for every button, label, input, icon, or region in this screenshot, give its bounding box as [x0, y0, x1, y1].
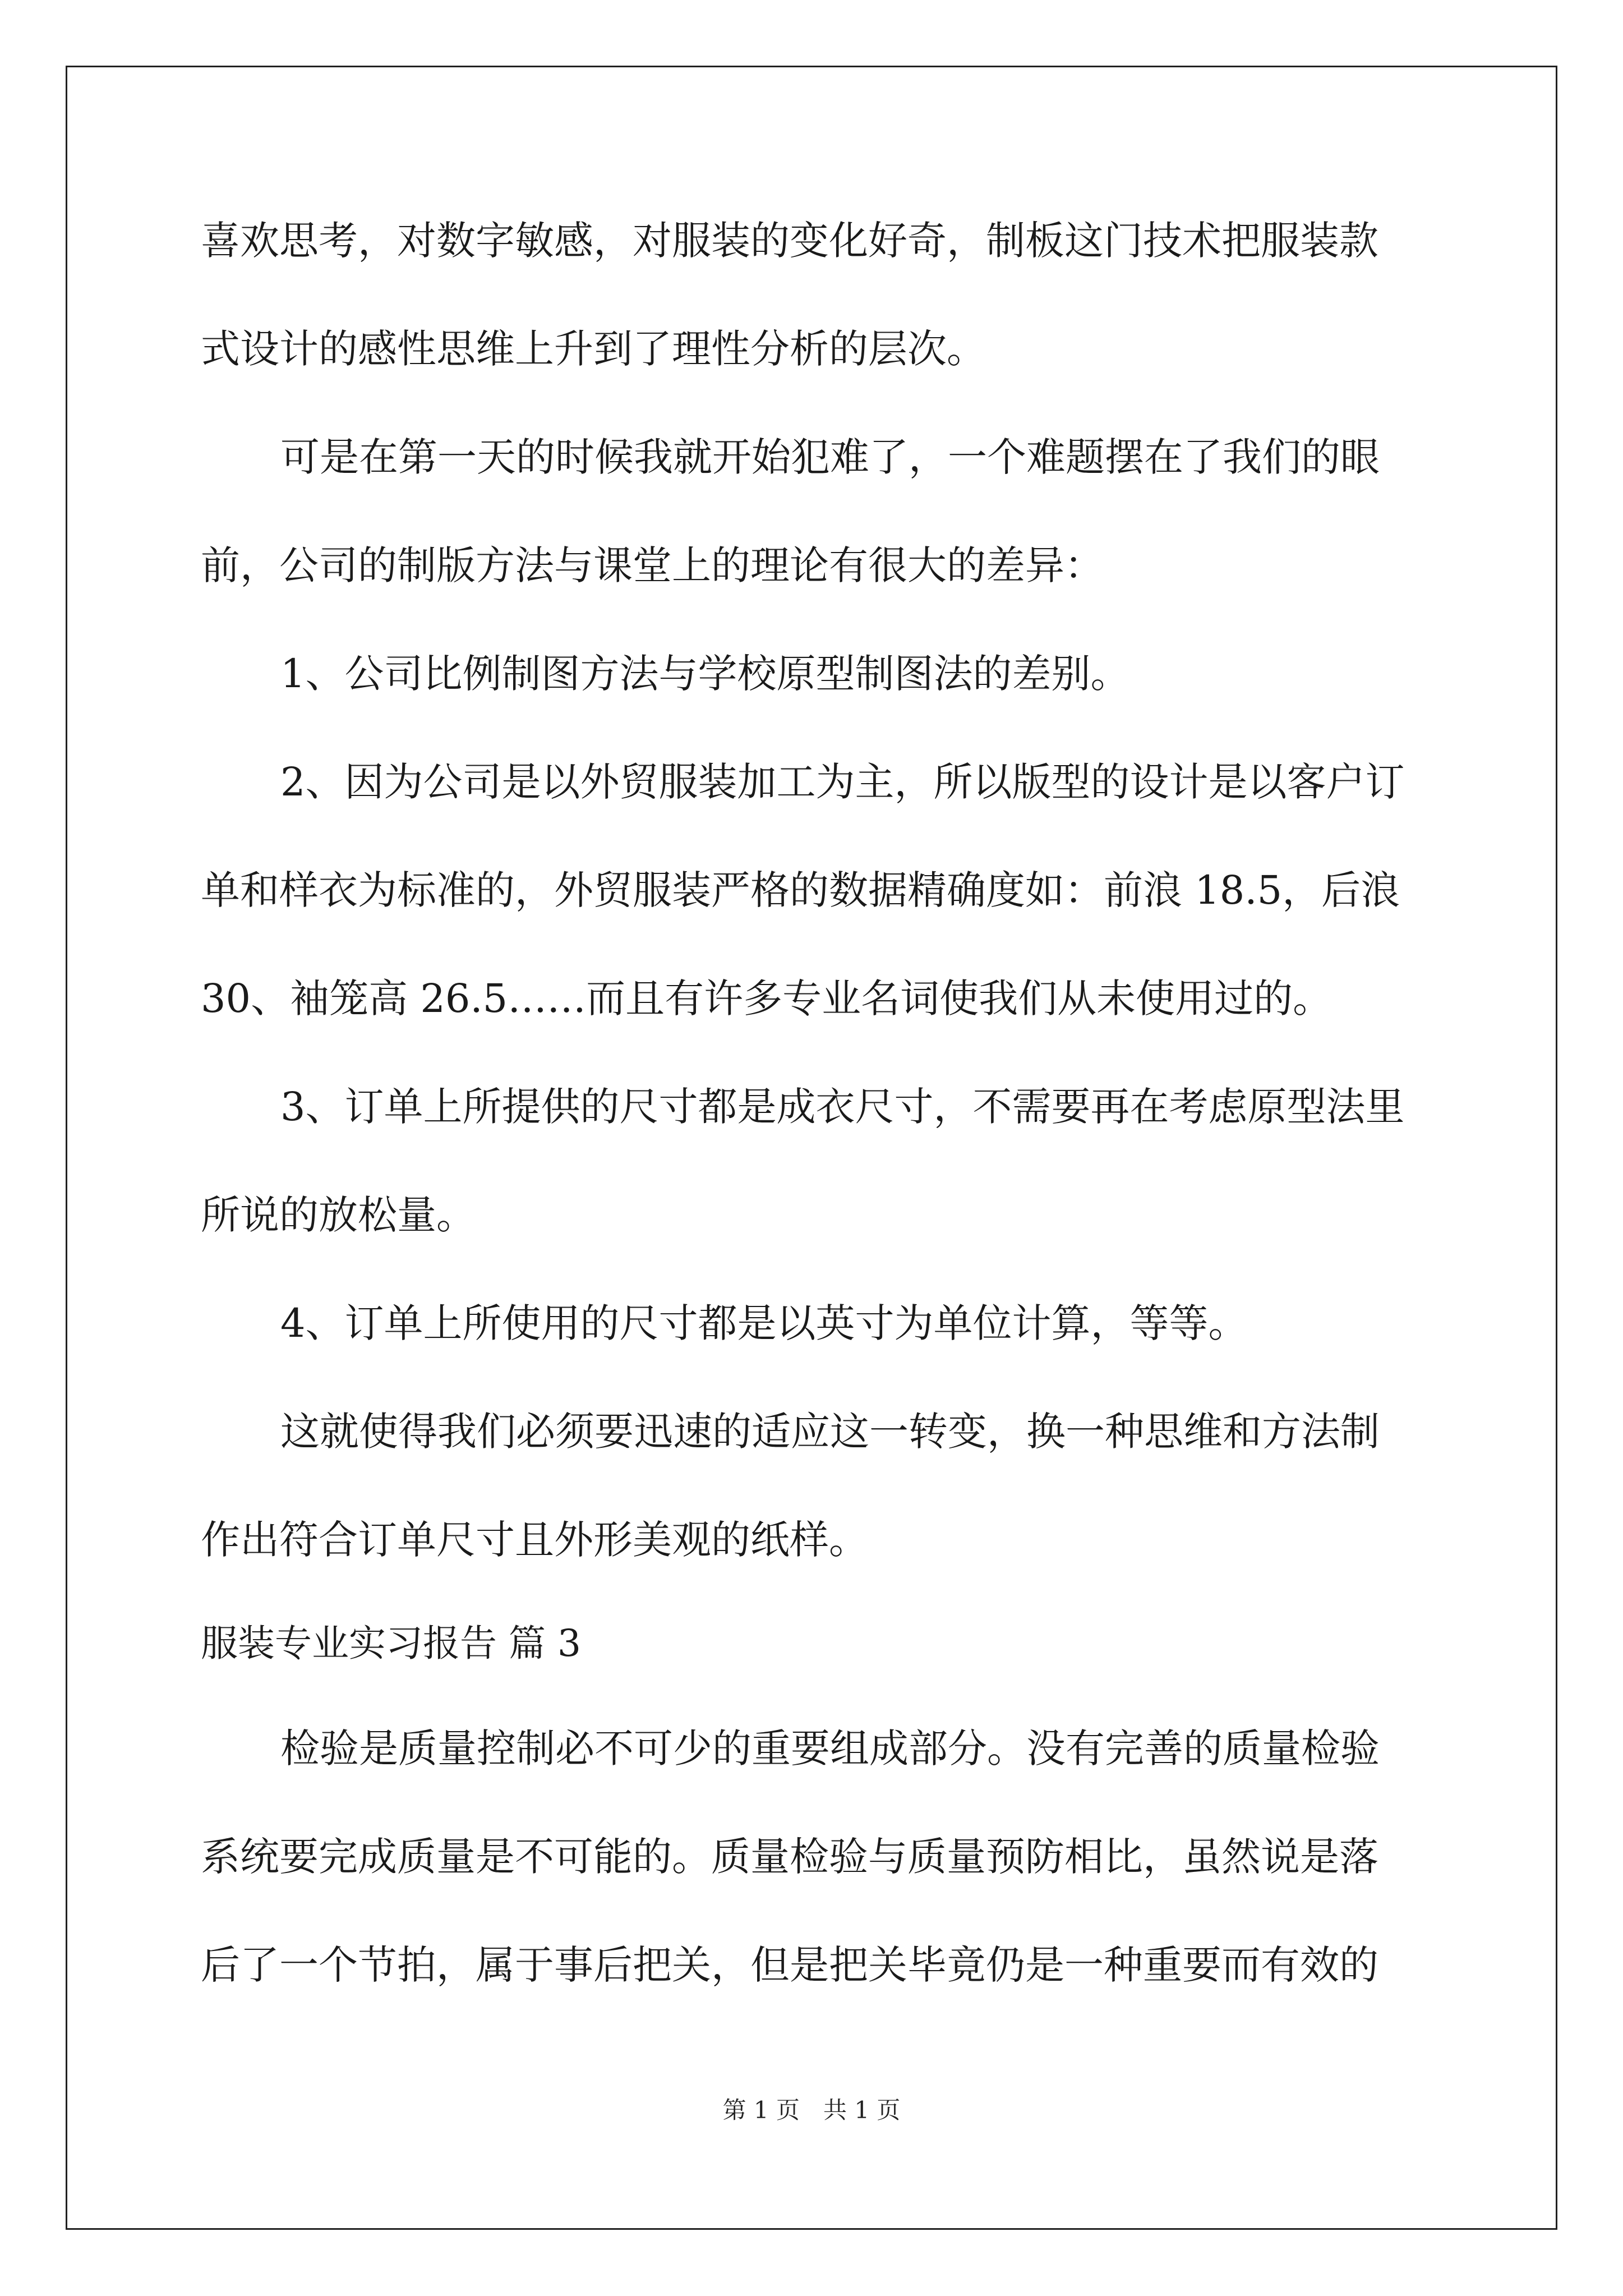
paragraph-line: 检验是质量控制必不可少的重要组成部分。没有完善的质量检验 [280, 1726, 1380, 1772]
paragraph-line: 后了一个节拍，属于事后把关，但是把关毕竟仍是一种重要而有效的 [201, 1942, 1378, 1988]
section-heading: 服装专业实习报告 篇 3 [201, 1622, 581, 1665]
paragraph-line: 4、订单上所使用的尺寸都是以英寸为单位计算，等等。 [280, 1300, 1248, 1346]
paragraph-line: 喜欢思考，对数字敏感，对服装的变化好奇，制板这门技术把服装款 [201, 218, 1378, 264]
paragraph-line: 2、因为公司是以外贸服装加工为主，所以版型的设计是以客户订 [280, 759, 1405, 805]
paragraph-line: 系统要完成质量是不可能的。质量检验与质量预防相比，虽然说是落 [201, 1834, 1378, 1880]
paragraph-line: 单和样衣为标准的，外贸服装严格的数据精确度如：前浪 18.5，后浪 [201, 867, 1400, 913]
paragraph-line: 式设计的感性思维上升到了理性分析的层次。 [201, 326, 986, 372]
paragraph-line: 这就使得我们必须要迅速的适应这一转变，换一种思维和方法制 [280, 1409, 1380, 1455]
paragraph-line: 可是在第一天的时候我就开始犯难了，一个难题摆在了我们的眼 [280, 434, 1380, 480]
paragraph-line: 3、订单上所提供的尺寸都是成衣尺寸，不需要再在考虑原型法里 [280, 1084, 1405, 1130]
paragraph-line: 所说的放松量。 [201, 1192, 476, 1238]
paragraph-line: 1、公司比例制图方法与学校原型制图法的差别。 [280, 651, 1130, 697]
paragraph-line: 30、袖笼高 26.5……而且有许多专业名词使我们从未使用过的。 [201, 976, 1332, 1022]
paragraph-line: 前，公司的制版方法与课堂上的理论有很大的差异： [201, 542, 1104, 588]
page-border [66, 66, 1557, 2230]
paragraph-line: 作出符合订单尺寸且外形美观的纸样。 [201, 1517, 868, 1563]
page-number-footer: 第 1 页 共 1 页 [722, 2096, 901, 2124]
